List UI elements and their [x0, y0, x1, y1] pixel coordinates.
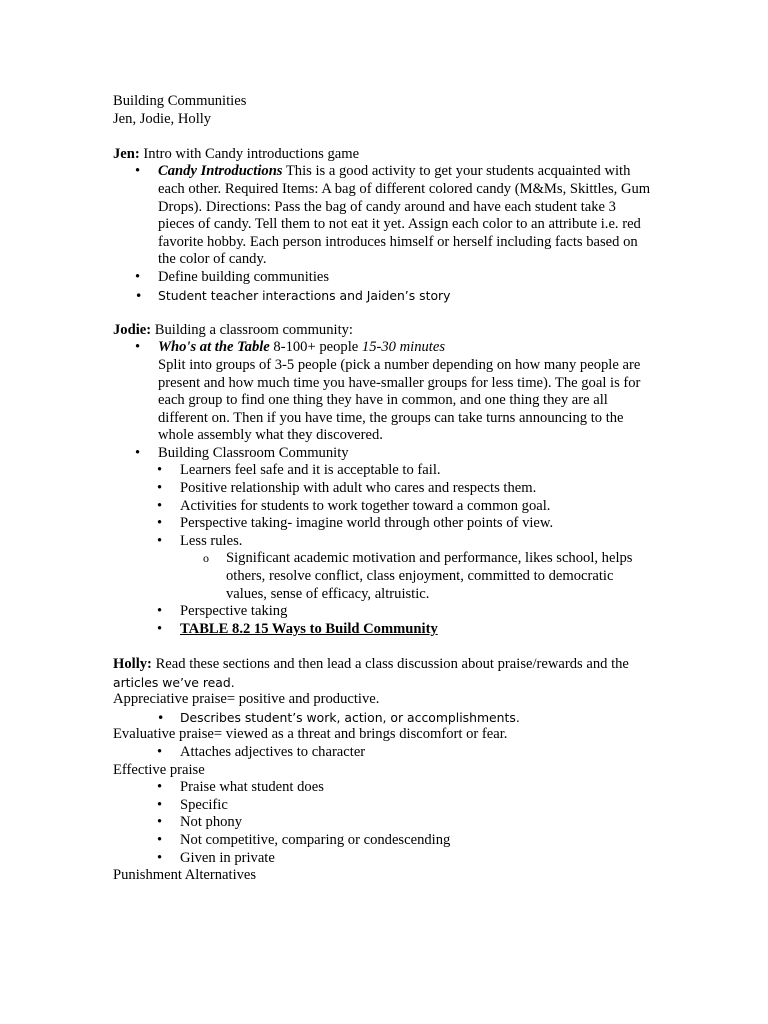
jodie-name: Jodie: [113, 321, 152, 338]
list-item: • Describes student’s work, action, or accomplishments. [180, 709, 653, 727]
evaluative-list [113, 744, 653, 762]
holly-heading [113, 656, 673, 674]
jodie-heading [113, 322, 653, 340]
list-item: • Perspective taking- imagine world through other points of view. [180, 515, 653, 533]
jen-list [113, 163, 653, 304]
holly-intro: Read these sections and then lead a class discussion about praise/rewards and the [151, 656, 629, 672]
bcc-list-tail [113, 603, 653, 638]
list-item [158, 163, 656, 269]
holly-name: Holly: [113, 656, 152, 672]
list-item: • Specific [180, 797, 653, 815]
candy-intro-title: Candy Introductions [158, 163, 283, 180]
spacer [113, 304, 653, 322]
list-item: • Not phony [180, 814, 653, 832]
punishment-alternatives: Punishment Alternatives [113, 867, 257, 884]
list-item: • Positive relationship with adult who cares and respects them. [180, 480, 653, 498]
appreciative-praise: Appreciative praise= positive and productive. [113, 691, 380, 708]
list-item: • Activities for students to work together toward a common goal. [180, 498, 653, 516]
appreciative-list [113, 709, 653, 727]
list-item: o Significant academic motivation and performance, likes school, helps others, resolve conflict, class enjoyment, committed to democratic values, sense of efficacy, altruistic. [226, 550, 651, 603]
document-title: Building Communities [113, 93, 247, 109]
bcc-label: Building Classroom Community [158, 444, 349, 461]
list-item: • Attaches adjectives to character [180, 744, 653, 762]
spacer [113, 128, 653, 146]
bcc-list [113, 462, 653, 550]
jodie-list [113, 339, 653, 462]
list-item [158, 445, 653, 463]
list-item: • Not competitive, comparing or condescending [180, 832, 653, 850]
list-item: • Student teacher interactions and Jaiden’s story [158, 287, 653, 305]
list-item [180, 621, 653, 639]
list-item: • Given in private [180, 850, 653, 868]
document-body [113, 93, 653, 885]
list-item: • Less rules. [180, 533, 653, 551]
jodie-intro: Building a classroom community: [151, 321, 353, 338]
holly-intro-continued: articles we’ve read. [113, 674, 235, 690]
evaluative-praise: Evaluative praise= viewed as a threat and brings discomfort or fear. [113, 726, 508, 743]
table-reference: TABLE 8.2 15 Ways to Build Community [180, 620, 438, 637]
list-item: • Perspective taking [180, 603, 653, 621]
jen-heading [113, 146, 653, 164]
list-item: • Define building communities [158, 269, 653, 287]
whos-at-table-text: Split into groups of 3-5 people (pick a number depending on how many people are present and how much time you have-smaller groups for less time). The goal is for each group to find one thing they have in common, and one thing they are all different on. Then if you have time, the groups can take turns announcing to the whole assembly what they discovered. [158, 356, 641, 444]
effective-list [113, 779, 653, 867]
less-rules-sublist [113, 550, 653, 603]
list-item: • Learners feel safe and it is acceptable to fail. [180, 462, 653, 480]
whos-at-table-time: 15-30 minutes [361, 339, 446, 356]
jen-name: Jen: [113, 145, 140, 162]
jen-intro: Intro with Candy introductions game [139, 145, 360, 162]
list-item [158, 339, 653, 445]
effective-praise: Effective praise [113, 761, 205, 778]
document-authors: Jen, Jodie, Holly [113, 110, 212, 127]
list-item: • Praise what student does [180, 779, 653, 797]
whos-at-table-title: Who's at the Table [158, 339, 270, 356]
candy-intro-text: This is a good activity to get your students acquainted with each other. Required Items: A bag of different colored candy (M&Ms, Skittles, Gum Drops). Directions: Pass the bag of candy around and have each student take 3 pieces of candy. Tell them to not eat it yet. Assign each color to an attribute i.e. red favorite hobby. Each person introduces himself or herself including facts based on the color of candy. [158, 163, 651, 268]
spacer [113, 638, 653, 656]
whos-at-table-count: 8-100+ people [269, 339, 362, 356]
